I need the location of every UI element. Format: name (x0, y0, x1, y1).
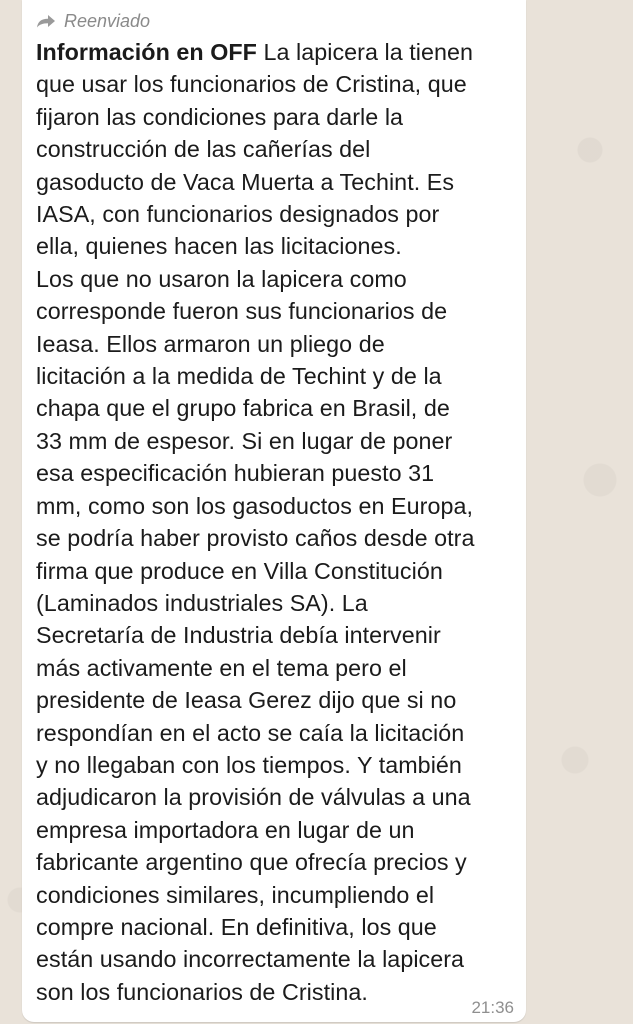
message-bold-intro: Información en OFF (36, 39, 257, 65)
message-line: Secretaría de Industria debía intervenir (36, 622, 441, 649)
message-line: construcción de las cañerías del (36, 136, 371, 163)
message-line: que usar los funcionarios de Cristina, que (36, 71, 467, 98)
message-line: ella, quienes hacen las licitaciones. (36, 233, 402, 260)
message-line: condiciones similares, incumpliendo el (36, 881, 435, 908)
message-line: respondían en el acto se caía la licitación (36, 719, 465, 746)
message-line-text: La lapicera la tienen (256, 39, 474, 65)
message-line: gasoducto de Vaca Muerta a Techint. Es (36, 168, 455, 195)
message-line: esa especificación hubieran puesto 31 (36, 460, 435, 487)
message-line: fabricante argentino que ofrecía precios y (36, 849, 467, 876)
message-line: (Laminados industriales SA). La (36, 589, 368, 616)
message-line: se podría haber provisto caños desde otra (36, 525, 475, 552)
forwarded-label: Reenviado (64, 10, 151, 31)
message-line: adjudicaron la provisión de válvulas a una (36, 784, 471, 811)
message-bubble[interactable] (22, 0, 526, 1022)
forwarded-indicator (36, 8, 516, 34)
message-line: empresa importadora en lugar de un (36, 816, 415, 843)
message-line: fijaron las condiciones para darle la (36, 103, 404, 130)
message-line: y no llegaban con los tiempos. Y también (36, 751, 462, 778)
message-line: firma que produce en Villa Constitución (36, 557, 443, 584)
message-line: están usando incorrectamente la lapicera (36, 946, 465, 973)
message-line: compre nacional. En definitiva, los que (36, 913, 437, 940)
message-line: 33 mm de espesor. Si en lugar de poner (36, 427, 453, 454)
message-line: son los funcionarios de Cristina. (36, 978, 368, 1005)
message-line: Ieasa. Ellos armaron un pliego de (36, 330, 385, 357)
message-text (36, 36, 516, 1008)
message-line: Los que no usaron la lapicera como (36, 265, 407, 292)
message-line: corresponde fueron sus funcionarios de (36, 298, 448, 325)
message-line: más activamente en el tema pero el (36, 654, 407, 681)
message-timestamp: 21:36 (471, 998, 514, 1017)
message-line: IASA, con funcionarios designados por (36, 201, 440, 228)
forward-arrow-icon (36, 12, 58, 30)
message-line: mm, como son los gasoductos en Europa, (36, 492, 473, 519)
message-line: presidente de Ieasa Gerez dijo que si no (36, 687, 457, 714)
message-line: licitación a la medida de Techint y de la (36, 363, 442, 390)
message-line (36, 36, 516, 68)
message-line: chapa que el grupo fabrica en Brasil, de (36, 395, 450, 422)
